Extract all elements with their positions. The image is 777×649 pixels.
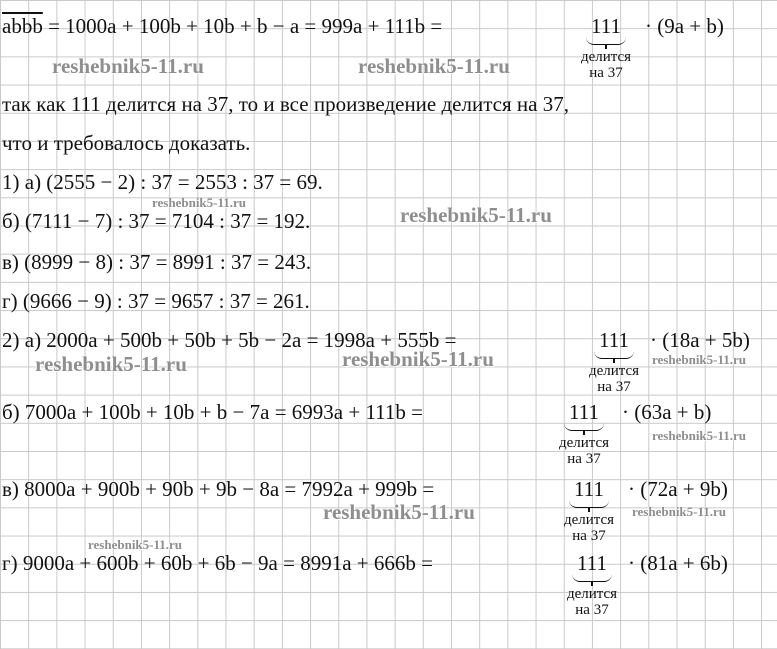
equation-tail-1: · (9a + b) — [645, 14, 724, 38]
watermark-logo: reshebnik5-11.ru — [652, 352, 747, 367]
explanation-line: так как 111 делится на 37, то и все произведение делится на 37, — [2, 92, 569, 116]
brace-number: 111 — [591, 14, 621, 38]
proof-equation-line — [2, 14, 442, 38]
conclusion-line: что и требовалось доказать. — [2, 131, 251, 155]
brace-caption-1: делится — [580, 49, 632, 65]
equation-tail-5: · (81a + 6b) — [628, 551, 728, 575]
task-2a-line: 2) а) 2000a + 500b + 50b + 5b − 2a = 1998a + 555b = — [2, 328, 457, 352]
watermark-logo: reshebnik5-11.ru — [88, 537, 183, 552]
watermark-logo: reshebnik5-11.ru — [35, 352, 187, 376]
watermark-logo: reshebnik5-11.ru — [152, 195, 247, 210]
brace-caption-2: на 37 — [589, 65, 623, 81]
equation-tail-3: · (63a + b) — [622, 400, 712, 424]
brace-caption-1: делится — [588, 363, 640, 379]
overlined-number-abbb: abbb — [2, 14, 43, 38]
brace-caption-2: на 37 — [597, 379, 631, 395]
task-1b-line: б) (7111 − 7) : 37 = 7104 : 37 = 192. — [2, 209, 311, 233]
proof-expansion: = 1000a + 100b + 10b + b − a = 999a + 111b = — [42, 14, 443, 38]
brace-caption-1: делится — [566, 586, 618, 602]
brace-number: 111 — [599, 328, 629, 352]
brace-number: 111 — [577, 551, 607, 575]
underbrace-icon — [594, 351, 634, 359]
underbrace-icon — [586, 37, 626, 45]
brace-annotation-1 — [572, 15, 640, 81]
brace-annotation-2 — [580, 329, 648, 395]
watermark-logo: reshebnik5-11.ru — [323, 500, 475, 524]
watermark-logo: reshebnik5-11.ru — [52, 54, 204, 78]
underbrace-icon — [569, 500, 609, 508]
brace-number: 111 — [569, 400, 599, 424]
brace-caption-1: делится — [563, 512, 615, 528]
watermark-logo: reshebnik5-11.ru — [358, 54, 510, 78]
brace-annotation-4 — [555, 478, 623, 544]
underbrace-icon — [572, 574, 612, 582]
task-2v-line: в) 8000a + 900b + 90b + 9b − 8a = 7992a + 999b = — [2, 477, 435, 501]
brace-caption-2: на 37 — [572, 528, 606, 544]
brace-caption-2: на 37 — [575, 602, 609, 618]
task-1g-line: г) (9666 − 9) : 37 = 9657 : 37 = 261. — [2, 289, 310, 313]
underbrace-icon — [564, 423, 604, 431]
watermark-logo: reshebnik5-11.ru — [652, 428, 747, 443]
task-1a-line: 1) а) (2555 − 2) : 37 = 2553 : 37 = 69. — [2, 170, 323, 194]
watermark-logo: reshebnik5-11.ru — [632, 504, 727, 519]
task-2b-line: б) 7000a + 100b + 10b + b − 7a = 6993a + 111b = — [2, 400, 423, 424]
brace-number: 111 — [574, 477, 604, 501]
watermark-logo: reshebnik5-11.ru — [400, 203, 552, 227]
brace-annotation-3 — [550, 401, 618, 467]
equation-tail-4: · (72a + 9b) — [628, 477, 728, 501]
brace-caption-2: на 37 — [567, 451, 601, 467]
brace-annotation-5 — [558, 552, 626, 618]
watermark-logo: reshebnik5-11.ru — [342, 347, 494, 371]
equation-tail-2: · (18a + 5b) — [650, 328, 750, 352]
task-2g-line: г) 9000a + 600b + 60b + 6b − 9a = 8991a + 666b = — [2, 551, 433, 575]
task-1v-line: в) (8999 − 8) : 37 = 8991 : 37 = 243. — [2, 250, 312, 274]
brace-caption-1: делится — [558, 435, 610, 451]
